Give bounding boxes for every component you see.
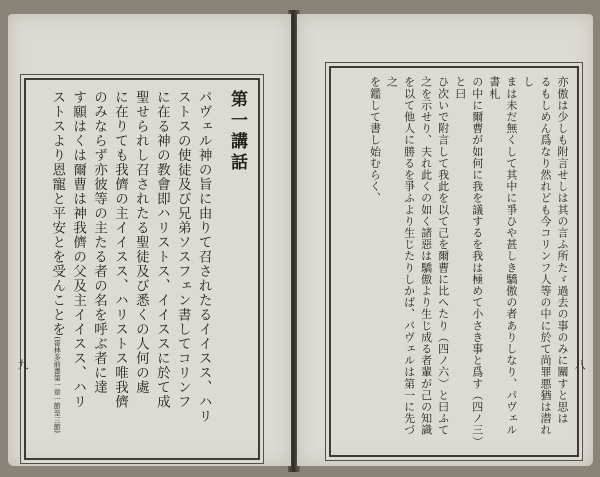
right-text-frame xyxy=(329,66,579,457)
chapter-heading: 第一講話 xyxy=(227,90,247,174)
text-line: を鑑して書し始むらく、 xyxy=(368,76,382,204)
text-line: に在る神の教會即ハリストス、イイススに於て成 xyxy=(153,90,170,409)
text-line: す願はくは爾曹は神我儕の父及主イイスス、ハリ xyxy=(70,90,87,409)
text-line: まは未だ無くして其中に爭ひや甚しき驕傲の者ありしなり、パヴェル書札 xyxy=(487,76,518,436)
right-text-column xyxy=(366,76,571,446)
text-line: 聖せられし召されたる聖徒及び悉くの人何の處 xyxy=(132,90,149,395)
text-line-content: ストスより恩寵と平安とを受んことを xyxy=(49,90,66,337)
page-number-left: 九 xyxy=(16,359,29,370)
left-page xyxy=(8,14,291,466)
citation-note: (哥林多前書第一章一節至三節) xyxy=(53,336,62,433)
text-line: を以て他人に勝るを爭ふより生じたりしかば、パヴェルは第一に先づ之 xyxy=(385,76,416,436)
text-line: ひ次いで附言して我此を以て己を爾曹に比へたり（四ノ六）と曰ふて xyxy=(436,76,450,436)
text-line: ストスの使徒及び兄弟ソスフェン書してコリンフ xyxy=(174,90,191,409)
text-line: の中に爾曹が如何に我を議するを我は極めて小さき事と爲す（四ノ三）と曰 xyxy=(453,76,484,442)
text-line: 之を示せり、夫れ此くの如く諸惡は驕傲より生じ成る者輩が己の知識 xyxy=(419,76,433,436)
text-line: 亦傲は少しも附言せしは其の言ふ所たゞ過去の事のみに關すと思は xyxy=(556,76,569,424)
page-number-right: 八 xyxy=(573,359,586,370)
text-line-last xyxy=(46,90,67,446)
left-text-column xyxy=(46,90,250,446)
text-line: パヴェル神の旨に由りて召されたるイイスス、ハリ xyxy=(195,90,212,424)
text-line: るもしめん爲なり然れども今コリンフ人等の中に於て尚罪悪猶は潜れし xyxy=(521,76,552,436)
right-page xyxy=(297,14,593,466)
left-text-frame xyxy=(24,78,260,460)
text-line: のみならず亦彼等の主たる者の名を呼ぶ者に達 xyxy=(91,90,108,395)
text-line: に在りても我儕の主イイスス、ハリストス唯我儕 xyxy=(111,90,128,409)
